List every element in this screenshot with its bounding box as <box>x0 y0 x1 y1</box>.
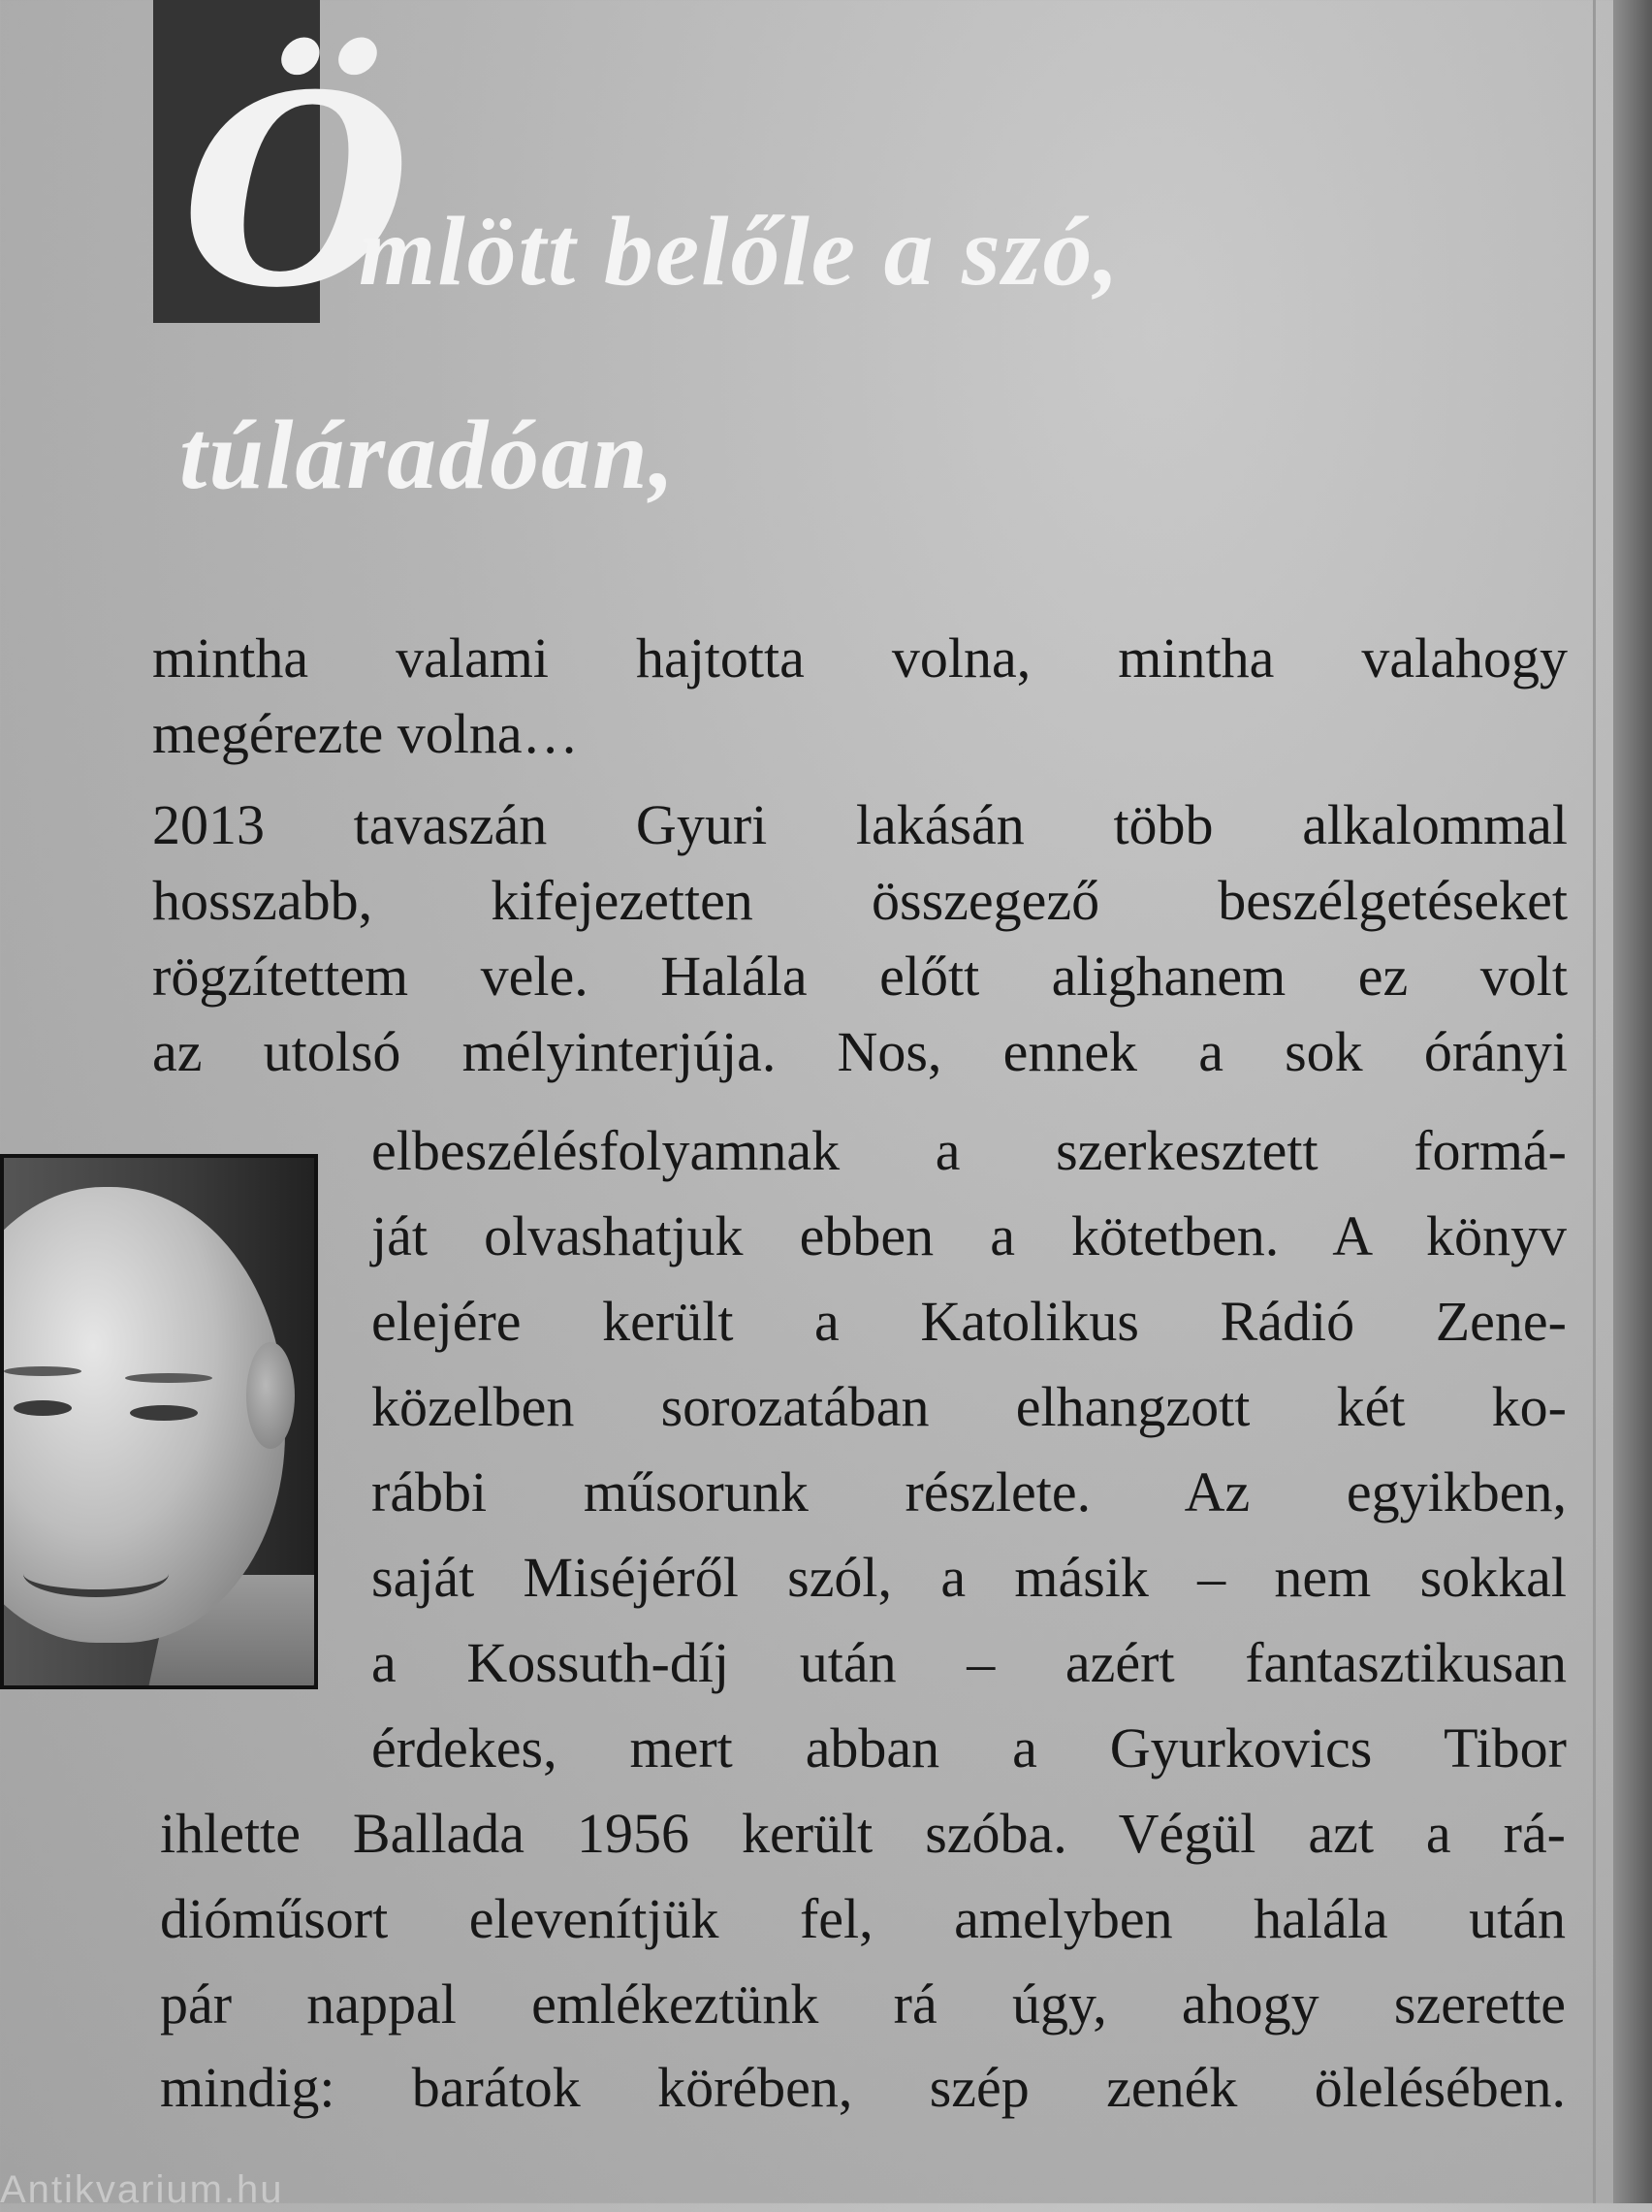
body-line: saját Miséjéről szól, a másik – nem sokkal <box>371 1546 1567 1609</box>
eye <box>14 1400 72 1416</box>
body-line: rábbi műsorunk részlete. Az egyikben, <box>371 1460 1567 1523</box>
body-line: mintha valami hajtotta volna, mintha valahogy <box>152 626 1568 689</box>
spine-edge-line <box>1593 0 1596 2203</box>
body-line: pár nappal emlékeztünk rá úgy, ahogy szerette <box>160 1972 1566 2036</box>
body-line: elbeszélésfolyamnak a szerkesztett formá- <box>371 1119 1567 1182</box>
portrait-photo <box>0 1154 318 1689</box>
smile <box>23 1551 169 1597</box>
body-line: mindig: barátok körében, szép zenék ölelésében. <box>160 2056 1566 2119</box>
watermark: Antikvarium.hu <box>0 2168 284 2211</box>
body-line: a Kossuth-díj után – azért fantasztikusan <box>371 1631 1567 1694</box>
eyebrow <box>125 1373 212 1383</box>
ear <box>246 1342 295 1449</box>
dropcap-letter: Ö <box>182 37 411 345</box>
body-line: elejére került a Katolikus Rádió Zene- <box>371 1290 1567 1353</box>
heading-line-2: túláradóan, <box>179 401 677 510</box>
body-line: dióműsort elevenítjük fel, amelyben halála után <box>160 1887 1566 1950</box>
body-line: ját olvashatjuk ebben a kötetben. A könyv <box>371 1204 1567 1267</box>
body-line: hosszabb, kifejezetten összegező beszélgetéseket <box>152 869 1568 932</box>
body-line: az utolsó mélyinterjúja. Nos, ennek a sok órányi <box>152 1020 1568 1083</box>
body-line: 2013 tavaszán Gyuri lakásán több alkalommal <box>152 793 1568 856</box>
body-line: érdekes, mert abban a Gyurkovics Tibor <box>371 1716 1567 1779</box>
body-line: közelben sorozatában elhangzott két ko- <box>371 1375 1567 1438</box>
eye <box>130 1405 198 1421</box>
body-line: rögzítettem vele. Halála előtt alighanem ez volt <box>152 945 1568 1008</box>
book-spine <box>1613 0 1652 2203</box>
body-line: ihlette Ballada 1956 került szóba. Végül azt a rá- <box>160 1802 1566 1865</box>
body-line: megérezte volna… <box>152 702 579 765</box>
heading-line-1: mlött belőle a szó, <box>359 197 1121 306</box>
eyebrow <box>4 1366 81 1376</box>
